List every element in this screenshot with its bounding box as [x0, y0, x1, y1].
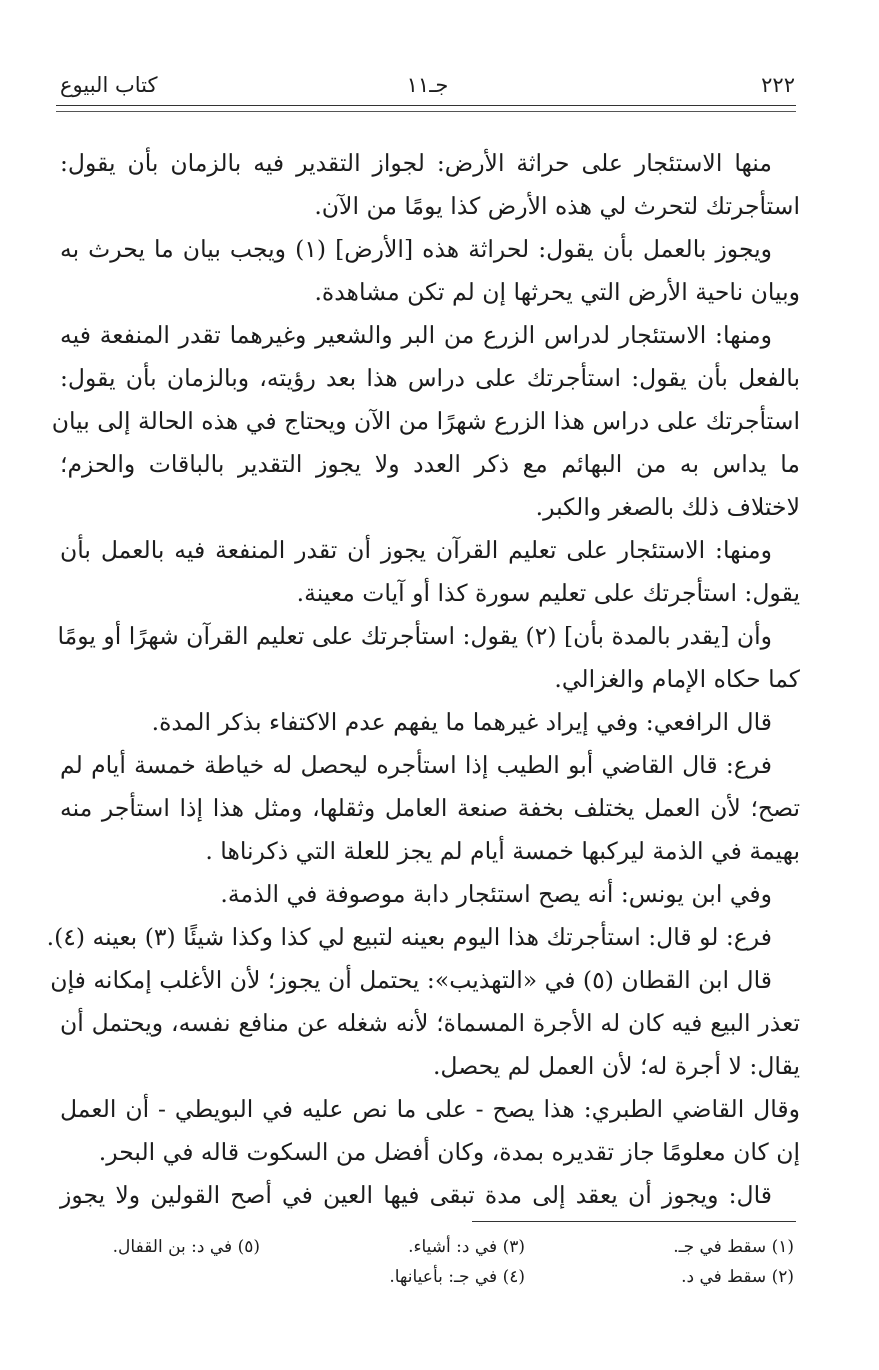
- footnote-1: (١) سقط في جـ.: [673, 1237, 794, 1257]
- text-line: يقال: لا أجرة له؛ لأن العمل لم يحصل.: [432, 1052, 800, 1080]
- text-line: استأجرتك لتحرث لي هذه الأرض كذا يومًا من الآن.: [314, 192, 800, 220]
- footnote-4: (٤) في جـ: بأعيانها.: [389, 1267, 525, 1287]
- text-line: ومنها: الاستئجار على تعليم القرآن يجوز أن تقدر المنفعة فيه بالعمل بأن: [60, 536, 772, 564]
- text-line: استأجرتك على دراس هذا الزرع شهرًا من الآن ويحتاج في هذه الحالة إلى بيان: [51, 407, 800, 435]
- footnote-2: (٢) سقط في د.: [681, 1267, 794, 1287]
- text-line: قال الرافعي: وفي إيراد غيرهما ما يفهم عدم الاكتفاء بذكر المدة.: [151, 708, 772, 736]
- text-line: وأن [يقدر بالمدة بأن] (٢) يقول: استأجرتك على تعليم القرآن شهرًا أو يومًا: [57, 622, 772, 650]
- text-line: إن كان معلومًا جاز تقديره بمدة، وكان أفضل من السكوت قاله في البحر.: [98, 1138, 800, 1166]
- main-text: [46, 142, 800, 1217]
- book-title: كتاب البيوع: [60, 73, 158, 97]
- text-line: منها الاستئجار على حراثة الأرض: لجواز التقدير فيه بالزمان بأن يقول:: [60, 149, 772, 177]
- text-line: فرع: قال القاضي أبو الطيب إذا استأجره ليحصل له خياطة خمسة أيام لم: [60, 751, 772, 779]
- text-line: قال ابن القطان (٥) في «التهذيب»: يحتمل أن يجوز؛ لأن الأغلب إمكانه فإن: [50, 966, 772, 994]
- text-line: تعذر البيع فيه كان له الأجرة المسماة؛ لأنه شغله عن منافع نفسه، ويحتمل أن: [60, 1009, 800, 1037]
- text-line: ويجوز بالعمل بأن يقول: لحراثة هذه [الأرض] (١) ويجب بيان ما يحرث به: [60, 235, 773, 263]
- footnote-separator: [472, 1221, 796, 1222]
- footnote-3: (٣) في د: أشياء.: [408, 1237, 525, 1257]
- text-line: وبيان ناحية الأرض التي يحرثها إن لم تكن مشاهدة.: [314, 278, 800, 306]
- footnote-5: (٥) في د: بن القفال.: [112, 1237, 260, 1257]
- text-line: بهيمة في الذمة ليركبها خمسة أيام لم يجز للعلة التي ذكرناها .: [205, 837, 800, 865]
- text-line: ما يداس به من البهائم مع ذكر العدد ولا يجوز التقدير بالباقات والحزم؛: [60, 450, 800, 478]
- text-line: لاختلاف ذلك بالصغر والكبر.: [535, 493, 800, 521]
- text-line: بالفعل بأن يقول: استأجرتك على دراس هذا بعد رؤيته، وبالزمان بأن يقول:: [60, 364, 800, 392]
- header-rule-thin: [56, 111, 796, 112]
- text-line: قال: ويجوز أن يعقد إلى مدة تبقى فيها العين في أصح القولين ولا يجوز: [60, 1181, 772, 1209]
- text-line: فرع: لو قال: استأجرتك هذا اليوم بعينه لتبيع لي كذا وكذا شيئًا (٣) بعينه (٤).: [46, 923, 772, 951]
- running-header: [60, 72, 795, 102]
- text-line: وقال القاضي الطبري: هذا يصح - على ما نص عليه في البويطي - أن العمل: [60, 1095, 800, 1123]
- text-line: وفي ابن يونس: أنه يصح استئجار دابة موصوفة في الذمة.: [220, 880, 772, 908]
- text-line: تصح؛ لأن العمل يختلف بخفة صنعة العامل وثقلها، ومثل هذا إذا استأجر منه: [60, 794, 800, 822]
- volume-number: جـ١١: [406, 73, 449, 97]
- text-line: ومنها: الاستئجار لدراس الزرع من البر والشعير وغيرهما تقدر المنفعة فيه: [60, 321, 772, 349]
- page-number: ٢٢٢: [761, 73, 795, 97]
- text-line: كما حكاه الإمام والغزالي.: [554, 665, 800, 693]
- footnotes: [60, 1235, 800, 1295]
- header-rule: [56, 105, 796, 106]
- text-line: يقول: استأجرتك على تعليم سورة كذا أو آيات معينة.: [296, 579, 800, 607]
